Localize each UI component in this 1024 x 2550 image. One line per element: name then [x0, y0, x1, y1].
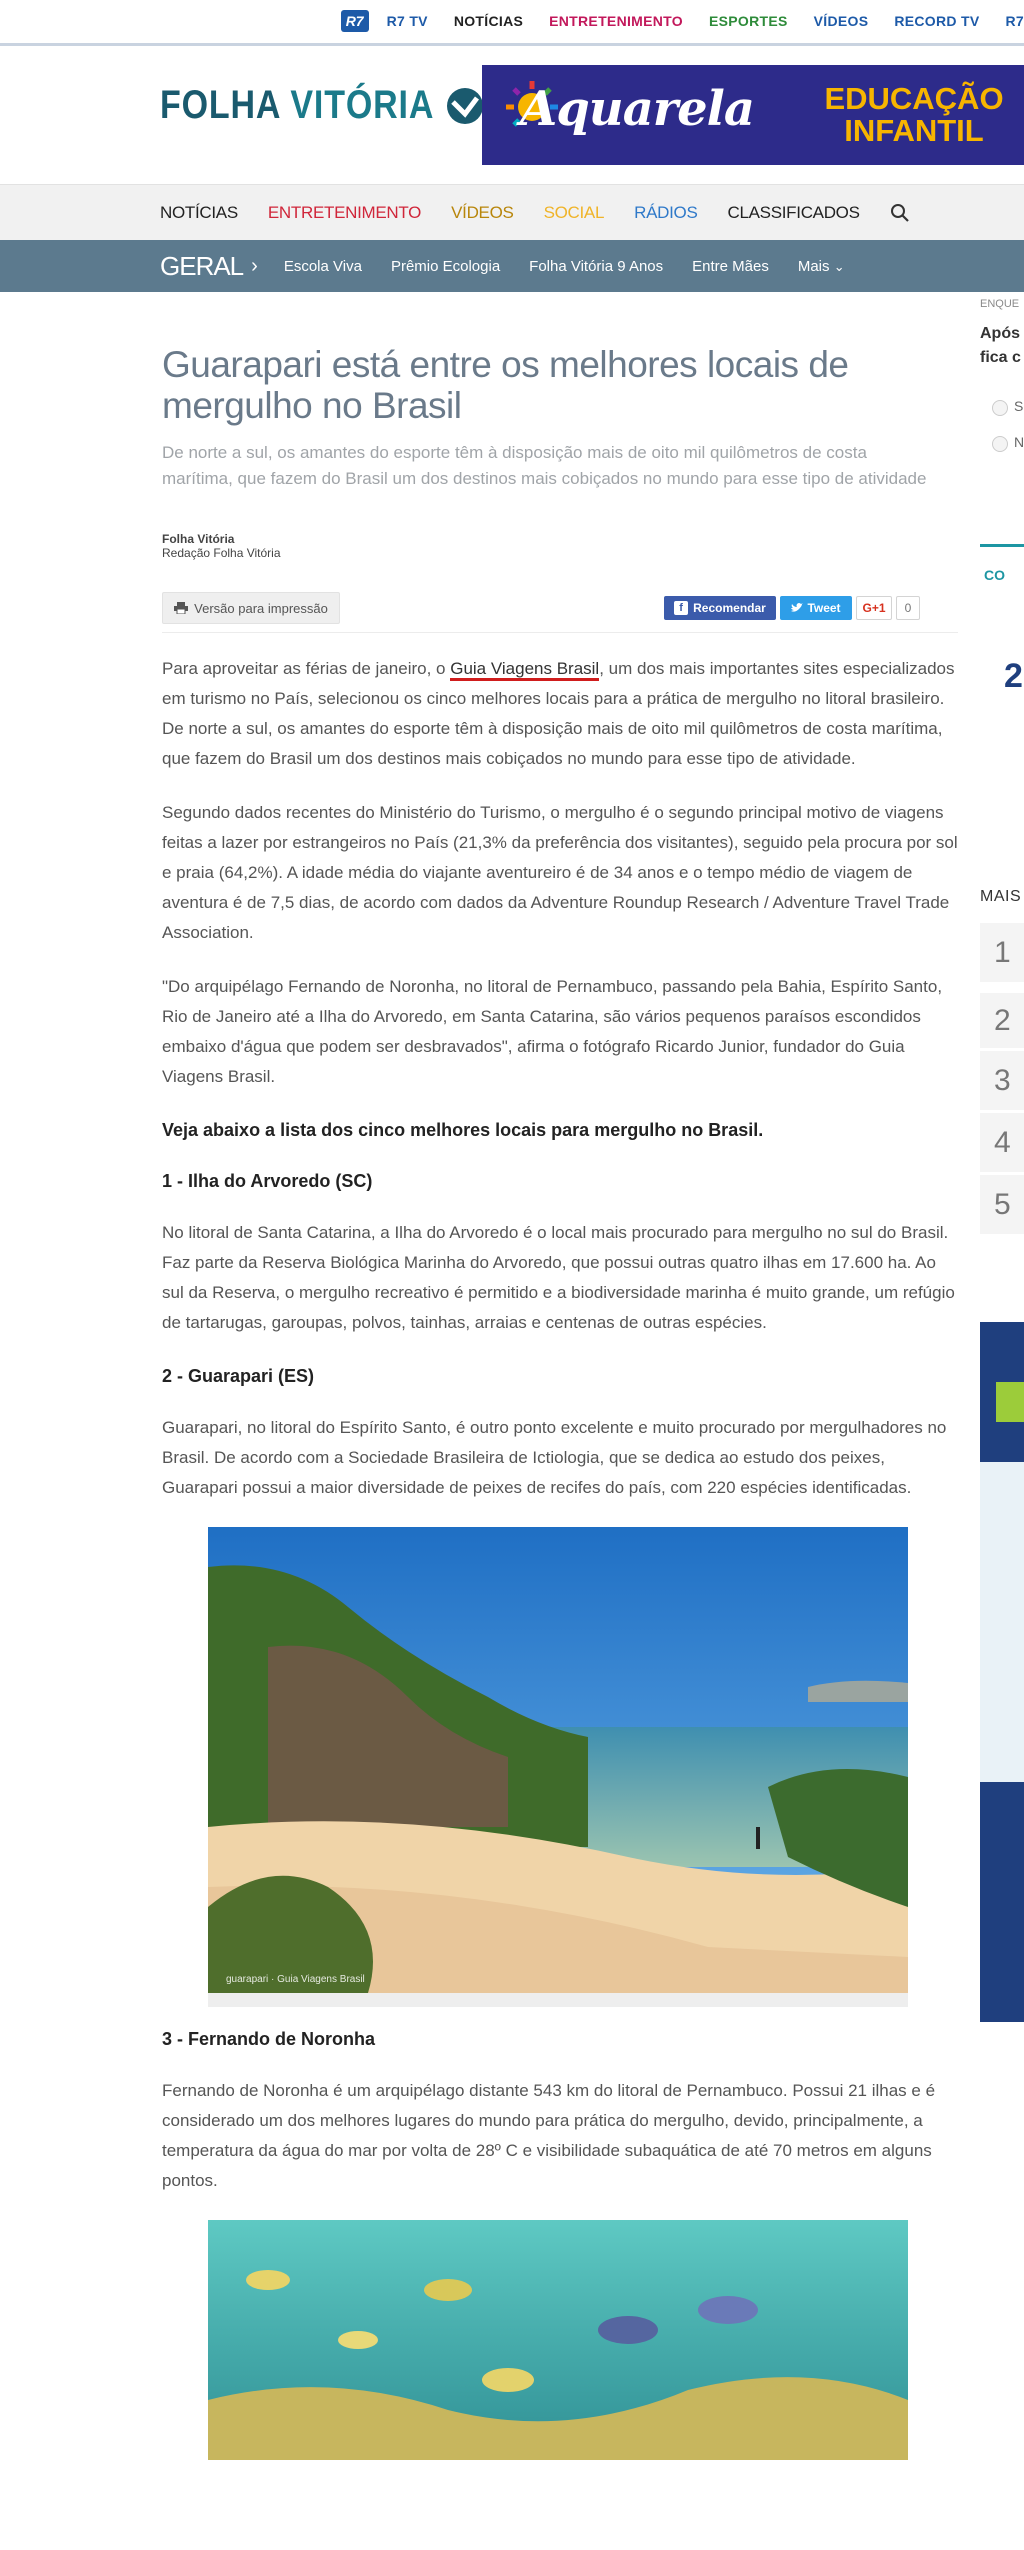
article-toolbar: [162, 592, 958, 624]
photo-guarapari-beach: [208, 1527, 908, 2007]
ranking-item-2[interactable]: 2: [980, 992, 1024, 1048]
sidebar-tall-ad[interactable]: [980, 1322, 1024, 2022]
article-body: [162, 654, 962, 2478]
nav-videos[interactable]: VÍDEOS: [451, 203, 514, 222]
nav-noticias[interactable]: NOTÍCIAS: [160, 203, 238, 222]
r7-link-r7[interactable]: R7: [1005, 13, 1024, 29]
right-sidebar: [980, 292, 1024, 2550]
enquete-question: [980, 322, 1021, 370]
paragraph-2: Segundo dados recentes do Ministério do Turismo, o mergulho é o segundo principal motivo de viagens feitas a lazer por estrangeiros no País (21,3% da preferência dos visitantes), seguido pela procura por sol e praia (64,2%). A idade média do viajante aventureiro é de 34 anos e o tempo médio de viagem de aventura é de 7,5 dias, de acordo com dados da Adventure Roundup Research / Adventure Travel Trade Association.: [162, 803, 958, 942]
section-link-premio-ecologia[interactable]: Prêmio Ecologia: [390, 257, 501, 275]
gplus-count: 0: [896, 596, 920, 620]
r7-link-tv[interactable]: R7 TV: [386, 13, 428, 29]
ad-line2: INFANTIL: [844, 113, 984, 148]
r7-logo[interactable]: R7: [341, 10, 369, 32]
enquete-q-line1: Após: [980, 325, 1020, 342]
ranking-item-1[interactable]: 1: [980, 922, 1024, 982]
poll-option-2-radio[interactable]: [992, 436, 1008, 452]
author-org: Redação Folha Vitória: [162, 546, 281, 560]
section-link-escola-viva[interactable]: Escola Viva: [283, 257, 362, 275]
poll-option-1-label: S: [1014, 398, 1024, 414]
site-logo[interactable]: [160, 83, 487, 128]
main-nav: [0, 184, 1024, 240]
facebook-recommend-button[interactable]: [664, 596, 776, 620]
article-title: Guarapari está entre os melhores locais de mergulho no Brasil: [162, 344, 849, 426]
facebook-label: Recomendar: [693, 601, 766, 615]
r7-link-entretenimento[interactable]: ENTRETENIMENTO: [549, 13, 683, 29]
enquete-label: ENQUE: [980, 298, 1020, 310]
paragraph-1: [162, 654, 962, 774]
nav-social[interactable]: SOCIAL: [543, 203, 605, 222]
heading-arvoredo: 1 - Ilha do Arvoredo (SC): [162, 1171, 373, 1191]
r7-link-esportes[interactable]: ESPORTES: [708, 13, 788, 29]
p1-start: Para aproveitar as férias de janeiro, o: [162, 659, 451, 678]
header-ad-banner[interactable]: [482, 65, 1024, 165]
logo-wordmark: [160, 83, 434, 128]
r7-link-videos[interactable]: VÍDEOS: [813, 13, 869, 29]
section-link-mais[interactable]: [798, 258, 845, 275]
photo-caption: guarapari · Guia Viagens Brasil: [226, 1974, 365, 1985]
photo-underwater-fish: [208, 2220, 908, 2460]
main-nav-items: [160, 203, 910, 223]
print-button[interactable]: [162, 592, 340, 624]
twitter-bird-icon: [791, 603, 803, 613]
ad-tagline: [804, 83, 1024, 147]
nav-classificados[interactable]: CLASSIFICADOS: [727, 203, 860, 222]
mais-lidas-label: MAIS: [980, 888, 1022, 905]
sidebar-ad[interactable]: [980, 544, 1024, 774]
nav-radios[interactable]: RÁDIOS: [634, 203, 698, 222]
chevron-right-icon: ›: [251, 254, 258, 277]
r7-link-noticias[interactable]: NOTÍCIAS: [453, 13, 524, 29]
underwater-image: [208, 2220, 908, 2460]
paragraph-guarapari: Guarapari, no litoral do Espírito Santo, é outro ponto excelente e muito procurado por mergulhadores no Brasil. De acordo com a Sociedade Brasileira de Ictiologia, que se dedica ao estudo dos peixes, Guarapari possui a maior diversidade de peixes de recifes do país, com 220 espécies identificadas.: [162, 1418, 947, 1497]
ranking-item-4[interactable]: 4: [980, 1112, 1024, 1172]
heading-list: Veja abaixo a lista dos cinco melhores locais para mergulho no Brasil.: [162, 1120, 764, 1140]
print-label: Versão para impressão: [194, 600, 328, 616]
r7-link-recordtv[interactable]: RECORD TV: [894, 13, 980, 29]
sidebar-ad-number: 2: [1004, 657, 1023, 695]
p1-end: , um dos mais importantes sites especializados em turismo no País, selecionou os cinco melhores locais para a prática de mergulho no litoral brasileiro. De norte a sul, os amantes do esporte têm à disposição mais de oito mil quilômetros de costa marítima, que fazem do Brasil um dos destinos mais cobiçados no mundo para esse tipo de atividade.: [162, 659, 955, 768]
logo-mark-icon: [443, 84, 487, 128]
article-subtitle: De norte a sul, os amantes do esporte têm à disposição mais de oito mil quilômetros de costa marítima, que fazem do Brasil um dos destinos mais cobiçados no mundo para esse tipo de atividade: [162, 443, 927, 488]
section-bar: [0, 240, 1024, 292]
facebook-icon: f: [674, 601, 688, 615]
r7-links: [341, 10, 1024, 32]
gplus-button[interactable]: G+1: [856, 596, 892, 620]
tweet-label: Tweet: [807, 601, 841, 615]
sidebar-tall-ad-light-panel: [980, 1462, 1024, 1782]
logo-part-vitoria: VITÓRIA: [290, 83, 435, 127]
ranking-item-3[interactable]: 3: [980, 1050, 1024, 1110]
enquete-q-line2: fica c: [980, 349, 1021, 366]
heading-guarapari: 2 - Guarapari (ES): [162, 1366, 315, 1386]
divider: [162, 632, 958, 633]
ranking-item-5[interactable]: 5: [980, 1174, 1024, 1234]
paragraph-noronha: Fernando de Noronha é um arquipélago distante 543 km do litoral de Pernambuco. Possui 21 ilhas e é considerado um dos melhores lugares do mundo para prática do mergulho, devido, principalmente, a temperatura da água do mar por volta de 28º C e visibilidade subaquática de até 70 metros em alguns pontos.: [162, 2081, 936, 2190]
site-header: [0, 49, 1024, 184]
section-mais-label: Mais: [797, 257, 830, 275]
ad-brand: Aquarela: [520, 81, 754, 137]
search-icon[interactable]: [890, 203, 910, 223]
sidebar-tall-ad-accent: [996, 1382, 1024, 1422]
beach-image: [208, 1527, 908, 1993]
section-items: [160, 240, 845, 292]
section-link-entre-maes[interactable]: Entre Mães: [692, 257, 769, 275]
logo-part-folha: FOLHA: [160, 83, 281, 127]
printer-icon: [174, 602, 188, 614]
sidebar-ad-logo: CO: [984, 567, 1005, 583]
tweet-button[interactable]: [780, 596, 852, 620]
nav-entretenimento[interactable]: ENTRETENIMENTO: [267, 203, 422, 222]
ad-line1: EDUCAÇÃO: [824, 81, 1004, 116]
author-name: Folha Vitória: [162, 532, 235, 546]
paragraph-3: "Do arquipélago Fernando de Noronha, no litoral de Pernambuco, passando pela Bahia, Espírito Santo, Rio de Janeiro até a Ilha do Arvoredo, em Santa Catarina, são vários pequenos paraísos escondidos embaixo d'água que podem ser desbravados", afirma o fotógrafo Ricardo Junior, fundador do Guia Viagens Brasil.: [162, 977, 943, 1086]
article-author: [162, 532, 281, 560]
poll-option-2-label: N: [1014, 434, 1024, 450]
chevron-down-icon: ⌄: [833, 258, 845, 274]
paragraph-arvoredo: No litoral de Santa Catarina, a Ilha do Arvoredo é o local mais procurado para mergulho no sul do Brasil. Faz parte da Reserva Biológica Marinha do Arvoredo, que possui outras quatro ilhas em 17.600 ha. Ao sul da Reserva, o mergulho recreativo é permitido e a biodiversidade marinha é muito grande, um refúgio de tartarugas, garoupas, polvos, tainhas, arraias e centenas de outras espécies.: [162, 1223, 955, 1332]
link-guia-viagens-brasil[interactable]: Guia Viagens Brasil: [450, 659, 599, 681]
poll-option-1-radio[interactable]: [992, 400, 1008, 416]
heading-noronha: 3 - Fernando de Noronha: [162, 2029, 376, 2049]
r7-top-bar: [0, 0, 1024, 46]
section-link-folha-vitoria-9-anos[interactable]: Folha Vitória 9 Anos: [529, 257, 664, 275]
section-title[interactable]: GERAL: [160, 250, 244, 281]
